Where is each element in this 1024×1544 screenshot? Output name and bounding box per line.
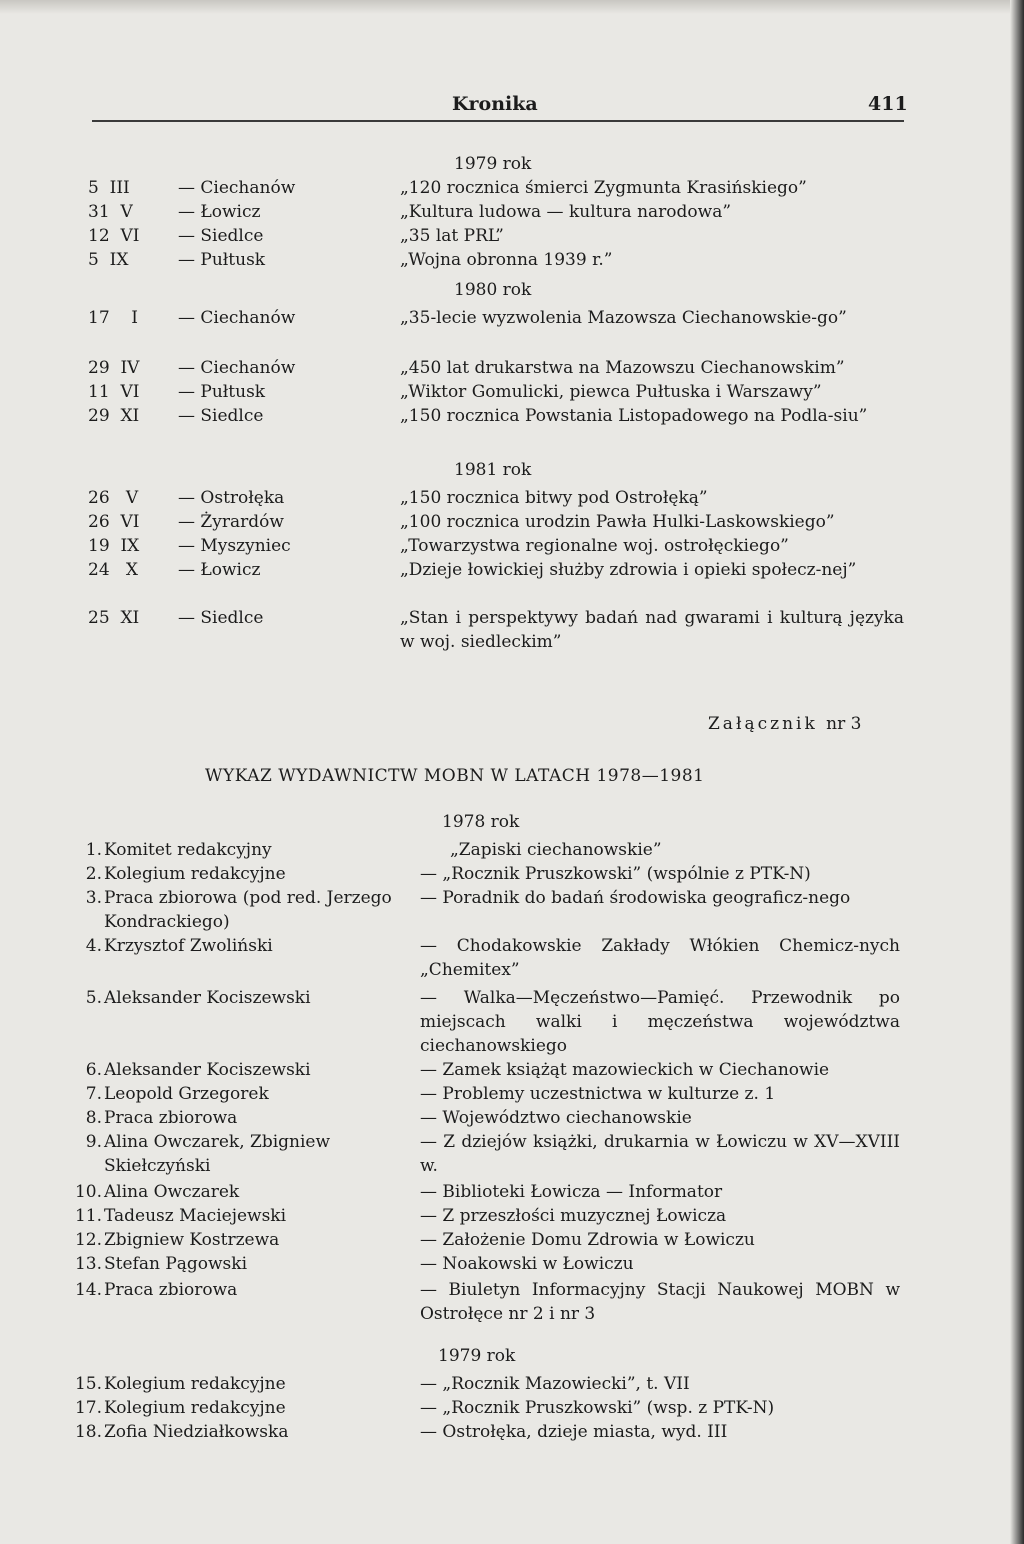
event-date: 17 I — [88, 308, 138, 328]
publication-number: 3. — [85, 888, 102, 908]
publication-number: 7. — [85, 1084, 102, 1104]
event-title: „Wiktor Gomulicki, piewca Pułtuska i Warszawy” — [400, 382, 822, 402]
year-heading-1979-publications: 1979 rok — [438, 1346, 516, 1366]
event-place: — Ciechanów — [178, 308, 296, 328]
event-date: 12 VI — [88, 226, 140, 246]
annex-label-text: Załącznik — [708, 714, 818, 734]
publication-title: — Poradnik do badań środowiska geograficz-nego — [420, 888, 851, 908]
publication-title: — Zamek książąt mazowieckich w Ciechanowie — [420, 1060, 830, 1080]
publication-number: 12. — [74, 1230, 102, 1250]
publication-title: — „Rocznik Mazowiecki”, t. VII — [420, 1374, 690, 1394]
publication-title: — Założenie Domu Zdrowia w Łowiczu — [420, 1230, 755, 1250]
event-title: „35 lat PRL” — [400, 226, 504, 246]
event-date: 5 III — [88, 178, 130, 198]
annex-number: nr 3 — [826, 714, 862, 734]
year-heading-1980: 1980 rok — [454, 280, 532, 300]
event-place: — Siedlce — [178, 226, 264, 246]
publication-title: — Biuletyn Informacyjny Stacji Naukowej MOBN w Ostrołęce nr 2 i nr 3 — [420, 1280, 900, 1324]
event-date: 25 XI — [88, 608, 140, 628]
event-title: „Stan i perspektywy badań nad gwarami i kulturą języka w woj. siedleckim” — [400, 608, 904, 652]
event-date: 5 IX — [88, 250, 129, 270]
event-place: — Siedlce — [178, 406, 264, 426]
event-date: 26 VI — [88, 512, 140, 532]
publication-author: Kolegium redakcyjne — [104, 1374, 286, 1394]
event-place: — Ostrołęka — [178, 488, 285, 508]
publication-title: — Walka—Męczeństwo—Pamięć. Przewodnik po miejscach walki i męczeństwa województwa ciechanowskiego — [420, 988, 900, 1056]
event-place: — Ciechanów — [178, 358, 296, 378]
publication-title: — Biblioteki Łowicza — Informator — [420, 1182, 723, 1202]
event-place: — Pułtusk — [178, 382, 266, 402]
publication-author: Alina Owczarek — [104, 1182, 240, 1202]
event-place: — Łowicz — [178, 560, 261, 580]
publication-author: Kolegium redakcyjne — [104, 864, 286, 884]
event-title: „Kultura ludowa — kultura narodowa” — [400, 202, 732, 222]
year-heading-1979: 1979 rok — [454, 154, 532, 174]
event-place: — Ciechanów — [178, 178, 296, 198]
publication-number: 17. — [74, 1398, 102, 1418]
event-title: „100 rocznica urodzin Pawła Hulki-Laskowskiego” — [400, 512, 835, 532]
year-heading-1978: 1978 rok — [442, 812, 520, 832]
scan-edge-right — [1010, 0, 1024, 1544]
publication-author: Alina Owczarek, Zbigniew Skiełczyński — [104, 1132, 331, 1176]
header-rule — [92, 120, 904, 122]
publication-title: — „Rocznik Pruszkowski” (wsp. z PTK-N) — [420, 1398, 775, 1418]
event-date: 26 V — [88, 488, 139, 508]
publication-title: — Z dziejów książki, drukarnia w Łowiczu w XV—XVIII w. — [420, 1132, 900, 1176]
event-place: — Myszyniec — [178, 536, 291, 556]
event-place: — Pułtusk — [178, 250, 266, 270]
publication-number: 1. — [85, 840, 102, 860]
publication-title: — Ostrołęka, dzieje miasta, wyd. III — [420, 1422, 728, 1442]
publication-author: Leopold Grzegorek — [104, 1084, 269, 1104]
running-header-title: Kronika — [452, 93, 538, 115]
publication-number: 2. — [85, 864, 102, 884]
publication-number: 18. — [74, 1422, 102, 1442]
publication-number: 9. — [85, 1132, 102, 1152]
event-date: 19 IX — [88, 536, 140, 556]
event-title: „150 rocznica bitwy pod Ostrołęką” — [400, 488, 708, 508]
event-place: — Żyrardów — [178, 512, 284, 532]
publication-author: Zbigniew Kostrzewa — [104, 1230, 280, 1250]
event-date: 11 VI — [88, 382, 140, 402]
publication-number: 13. — [74, 1254, 102, 1274]
publication-title: — Chodakowskie Zakłady Włókien Chemicz-nych „Chemitex” — [420, 936, 900, 980]
event-place: — Łowicz — [178, 202, 261, 222]
page-number: 411 — [868, 93, 908, 115]
publication-number: 8. — [85, 1108, 102, 1128]
event-date: 29 IV — [88, 358, 140, 378]
publication-number: 11. — [74, 1206, 102, 1226]
publication-number: 14. — [74, 1280, 102, 1300]
event-date: 29 XI — [88, 406, 140, 426]
publication-author: Stefan Pągowski — [104, 1254, 248, 1274]
event-title: „Dzieje łowickiej służby zdrowia i opieki społecz-nej” — [400, 560, 857, 580]
event-date: 24 X — [88, 560, 138, 580]
publication-author: Aleksander Kociszewski — [104, 988, 311, 1008]
event-title: „35-lecie wyzwolenia Mazowsza Ciechanowskie-go” — [400, 308, 847, 328]
event-place: — Siedlce — [178, 608, 264, 628]
publication-author: Praca zbiorowa — [104, 1108, 238, 1128]
publication-number: 4. — [85, 936, 102, 956]
publication-author: Aleksander Kociszewski — [104, 1060, 311, 1080]
publication-title: — Województwo ciechanowskie — [420, 1108, 692, 1128]
publication-number: 15. — [74, 1374, 102, 1394]
publication-number: 5. — [85, 988, 102, 1008]
publication-title: — Problemy uczestnictwa w kulturze z. 1 — [420, 1084, 776, 1104]
event-date: 31 V — [88, 202, 133, 222]
event-title: „450 lat drukarstwa na Mazowszu Ciechanowskim” — [400, 358, 845, 378]
publication-author: Zofia Niedziałkowska — [104, 1422, 289, 1442]
year-heading-1981: 1981 rok — [454, 460, 532, 480]
publication-author: Komitet redakcyjny — [104, 840, 272, 860]
publication-number: 6. — [85, 1060, 102, 1080]
publication-author: Praca zbiorowa (pod red. Jerzego Kondrackiego) — [104, 888, 392, 932]
list-title: WYKAZ WYDAWNICTW MOBN W LATACH 1978—1981 — [205, 766, 705, 786]
publication-title: — Z przeszłości muzycznej Łowicza — [420, 1206, 727, 1226]
event-title: „120 rocznica śmierci Zygmunta Krasińskiego” — [400, 178, 807, 198]
publication-title: „Zapiski ciechanowskie” — [450, 840, 662, 860]
publication-title: — Noakowski w Łowiczu — [420, 1254, 634, 1274]
publication-author: Kolegium redakcyjne — [104, 1398, 286, 1418]
event-title: „150 rocznica Powstania Listopadowego na Podla-siu” — [400, 406, 868, 426]
publication-number: 10. — [74, 1182, 102, 1202]
event-title: „Towarzystwa regionalne woj. ostrołęckiego” — [400, 536, 789, 556]
publication-author: Praca zbiorowa — [104, 1280, 238, 1300]
publication-author: Tadeusz Maciejewski — [104, 1206, 287, 1226]
publication-title: — „Rocznik Pruszkowski” (wspólnie z PTK-N) — [420, 864, 811, 884]
annex-label — [708, 712, 861, 736]
publication-author: Krzysztof Zwoliński — [104, 936, 273, 956]
event-title: „Wojna obronna 1939 r.” — [400, 250, 613, 270]
